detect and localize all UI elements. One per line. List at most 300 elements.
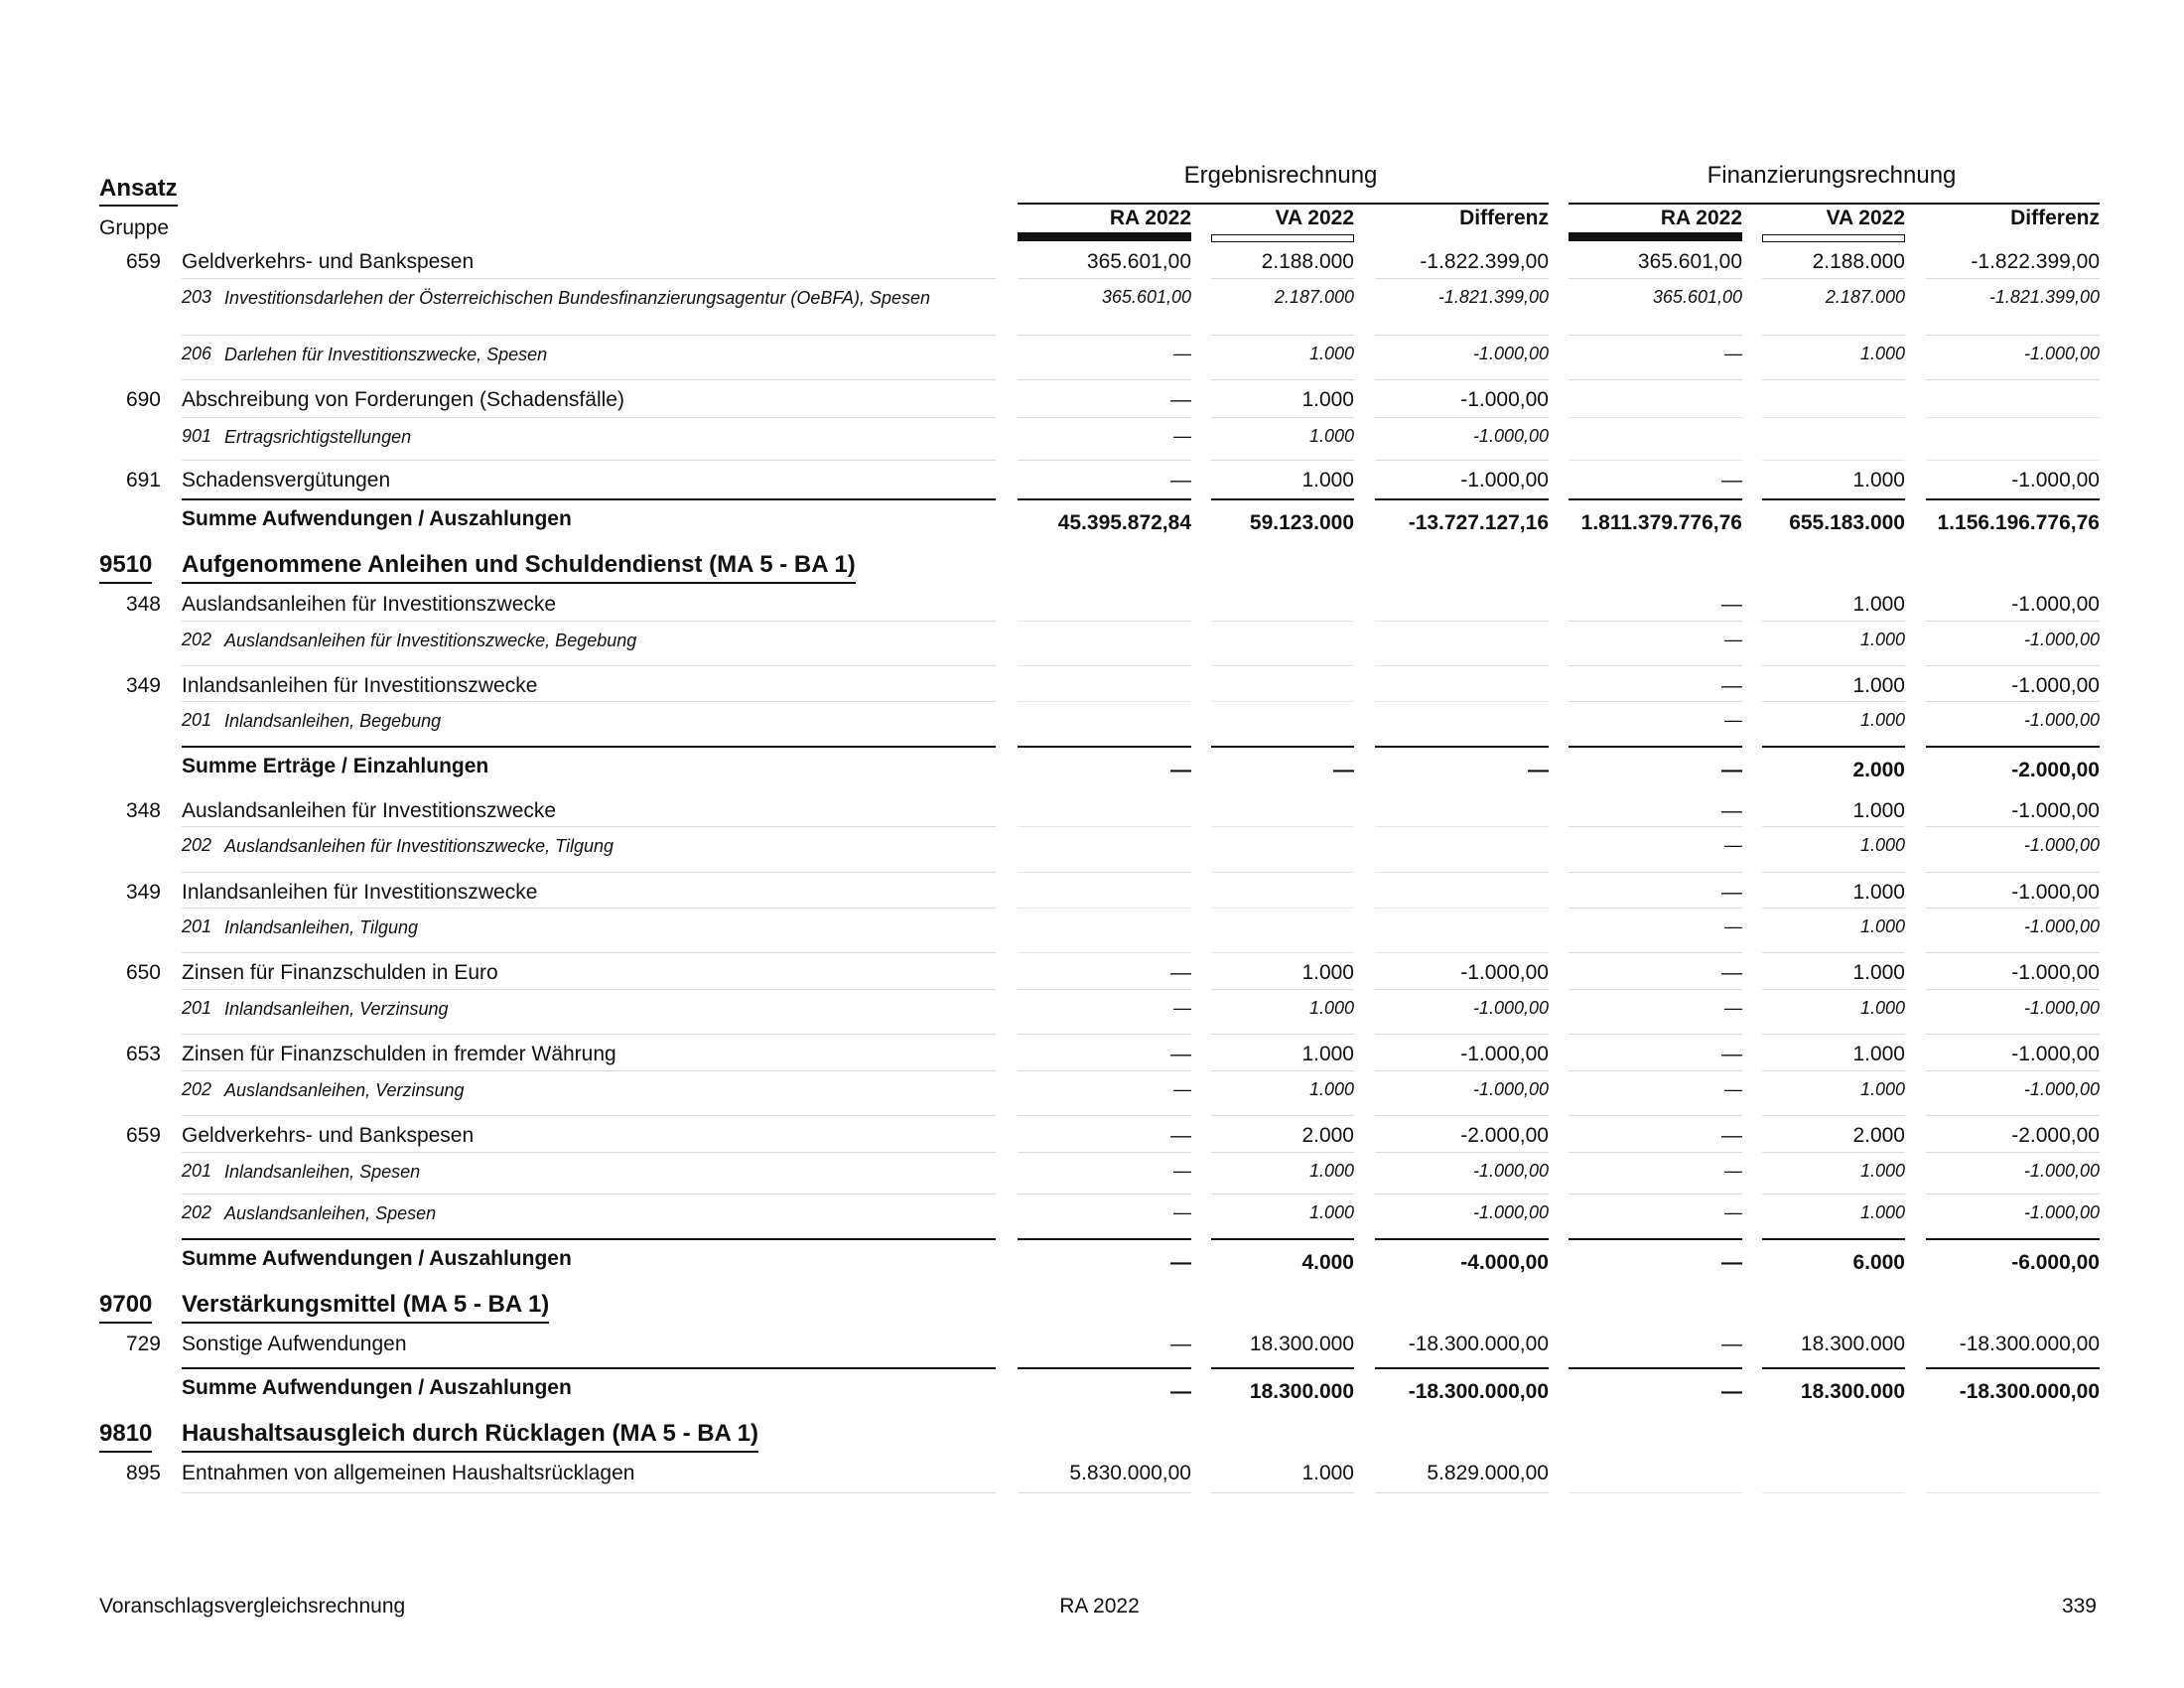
cell-separator bbox=[1211, 746, 1354, 748]
col-head-va-finanz: VA 2022 bbox=[1826, 207, 1905, 229]
cell-separator bbox=[1375, 665, 1549, 666]
row-separator bbox=[182, 989, 996, 990]
value-cell: — bbox=[1721, 799, 1742, 822]
value-cell: -1.821.399,00 bbox=[1437, 287, 1549, 307]
cell-separator bbox=[1018, 417, 1191, 418]
value-cell: 1.000 bbox=[1308, 426, 1354, 446]
gruppe-heading: Gruppe bbox=[99, 216, 170, 239]
cell-separator bbox=[1926, 621, 2100, 622]
ra-marker-bar bbox=[1569, 232, 1742, 241]
value-cell: 18.300.000 bbox=[1800, 1333, 1905, 1355]
value-cell: 365.601,00 bbox=[1652, 287, 1742, 307]
row-separator bbox=[182, 908, 996, 909]
account-label: Auslandsanleihen, Spesen bbox=[224, 1203, 437, 1223]
value-cell: 1.000 bbox=[1301, 388, 1354, 411]
cell-separator bbox=[1018, 908, 1191, 909]
cell-separator bbox=[1569, 665, 1742, 666]
value-cell: -1.000,00 bbox=[1472, 1161, 1549, 1181]
value-cell: — bbox=[1170, 1043, 1191, 1065]
account-code: 659 bbox=[125, 1124, 161, 1147]
account-label: Geldverkehrs- und Bankspesen bbox=[182, 1124, 475, 1147]
value-cell: -1.000,00 bbox=[1472, 426, 1549, 446]
value-cell: — bbox=[1173, 998, 1191, 1018]
col-head-diff-finanz: Differenz bbox=[2010, 207, 2100, 229]
cell-separator bbox=[1018, 826, 1191, 827]
cell-separator bbox=[1018, 621, 1191, 622]
cell-separator bbox=[1926, 278, 2100, 279]
cell-separator bbox=[1762, 1194, 1905, 1195]
cell-separator bbox=[1762, 1367, 1905, 1369]
value-cell: -1.000,00 bbox=[1472, 1202, 1549, 1222]
value-cell: 1.000 bbox=[1301, 1043, 1354, 1065]
account-code: 202 bbox=[182, 1202, 212, 1222]
cell-separator bbox=[1018, 460, 1191, 461]
account-code: 206 bbox=[182, 344, 212, 363]
cell-separator bbox=[1375, 1034, 1549, 1035]
cell-separator bbox=[1375, 826, 1549, 827]
row-separator bbox=[182, 746, 996, 748]
value-cell: -1.000,00 bbox=[2023, 1161, 2100, 1181]
cell-separator bbox=[1762, 379, 1905, 380]
account-code: 203 bbox=[182, 287, 212, 307]
ra-marker-bar bbox=[1018, 232, 1191, 241]
cell-separator bbox=[1211, 701, 1354, 702]
value-cell: — bbox=[1528, 759, 1549, 781]
value-cell: 1.000 bbox=[1859, 630, 1905, 649]
cell-separator bbox=[1018, 746, 1191, 748]
cell-separator bbox=[1569, 826, 1742, 827]
cell-separator bbox=[1762, 989, 1905, 990]
account-code: 201 bbox=[182, 998, 212, 1018]
cell-separator bbox=[1018, 379, 1191, 380]
finanz-rule bbox=[1569, 203, 2100, 205]
value-cell: — bbox=[1724, 710, 1742, 730]
value-cell: 1.000 bbox=[1859, 998, 1905, 1018]
value-cell: — bbox=[1721, 1380, 1742, 1403]
cell-separator bbox=[1762, 826, 1905, 827]
row-separator bbox=[182, 498, 996, 500]
row-separator bbox=[182, 1115, 996, 1116]
sum-label: Summe Aufwendungen / Auszahlungen bbox=[182, 507, 572, 530]
account-label: Inlandsanleihen, Verzinsung bbox=[224, 999, 449, 1019]
cell-separator bbox=[1569, 379, 1742, 380]
cell-separator bbox=[1375, 278, 1549, 279]
value-cell: -2.000,00 bbox=[2011, 1124, 2100, 1147]
value-cell: -4.000,00 bbox=[1460, 1251, 1549, 1274]
value-cell: — bbox=[1721, 1333, 1742, 1355]
va-marker-bar bbox=[1211, 234, 1354, 242]
value-cell: — bbox=[1170, 1124, 1191, 1147]
account-code: 690 bbox=[125, 388, 161, 411]
value-cell: — bbox=[1724, 998, 1742, 1018]
cell-separator bbox=[1926, 908, 2100, 909]
value-cell: 6.000 bbox=[1852, 1251, 1905, 1274]
account-code: 691 bbox=[125, 469, 161, 492]
cell-separator bbox=[1211, 952, 1354, 953]
value-cell: — bbox=[1173, 1202, 1191, 1222]
cell-separator bbox=[1926, 1152, 2100, 1153]
account-label: Auslandsanleihen, Verzinsung bbox=[224, 1080, 465, 1100]
cell-separator bbox=[1569, 621, 1742, 622]
cell-separator bbox=[1762, 1152, 1905, 1153]
row-separator bbox=[182, 335, 996, 336]
value-cell: 1.000 bbox=[1859, 1202, 1905, 1222]
value-cell: 18.300.000 bbox=[1800, 1380, 1905, 1403]
value-cell: — bbox=[1721, 469, 1742, 492]
value-cell: — bbox=[1721, 1124, 1742, 1147]
value-cell: — bbox=[1721, 593, 1742, 616]
account-label: Inlandsanleihen für Investitionszwecke bbox=[182, 881, 538, 904]
value-cell: — bbox=[1721, 1251, 1742, 1274]
account-code: 901 bbox=[182, 426, 212, 446]
value-cell: -1.822.399,00 bbox=[1420, 250, 1549, 273]
finanzierungsrechnung-title: Finanzierungsrechnung bbox=[1706, 162, 1957, 189]
row-separator bbox=[182, 952, 996, 953]
value-cell: — bbox=[1721, 961, 1742, 984]
value-cell: — bbox=[1721, 674, 1742, 697]
section-code: 9700 bbox=[99, 1291, 152, 1324]
value-cell: -1.000,00 bbox=[2023, 344, 2100, 363]
value-cell: — bbox=[1724, 630, 1742, 649]
cell-separator bbox=[1569, 498, 1742, 500]
cell-separator bbox=[1926, 417, 2100, 418]
cell-separator bbox=[1762, 621, 1905, 622]
cell-separator bbox=[1375, 1492, 1549, 1493]
value-cell: 1.156.196.776,76 bbox=[1937, 511, 2100, 534]
row-separator bbox=[182, 460, 996, 461]
cell-separator bbox=[1569, 335, 1742, 336]
value-cell: -1.000,00 bbox=[1472, 344, 1549, 363]
cell-separator bbox=[1926, 498, 2100, 500]
cell-separator bbox=[1569, 746, 1742, 748]
ansatz-heading: Ansatz bbox=[99, 175, 178, 207]
account-label: Schadensvergütungen bbox=[182, 469, 391, 492]
value-cell: 1.000 bbox=[1852, 961, 1905, 984]
value-cell: — bbox=[1170, 388, 1191, 411]
value-cell: — bbox=[1333, 759, 1354, 781]
cell-separator bbox=[1018, 1070, 1191, 1071]
value-cell: 1.000 bbox=[1308, 344, 1354, 363]
section-title: Aufgenommene Anleihen und Schuldendienst (MA 5 - BA 1) bbox=[182, 551, 856, 584]
cell-separator bbox=[1926, 872, 2100, 873]
cell-separator bbox=[1018, 989, 1191, 990]
cell-separator bbox=[1375, 621, 1549, 622]
section-title: Haushaltsausgleich durch Rücklagen (MA 5 - BA 1) bbox=[182, 1420, 758, 1453]
cell-separator bbox=[1018, 278, 1191, 279]
value-cell: 2.000 bbox=[1852, 1124, 1905, 1147]
cell-separator bbox=[1375, 989, 1549, 990]
cell-separator bbox=[1018, 1367, 1191, 1369]
cell-separator bbox=[1569, 1034, 1742, 1035]
account-label: Auslandsanleihen für Investitionszwecke bbox=[182, 799, 557, 822]
cell-separator bbox=[1211, 460, 1354, 461]
cell-separator bbox=[1926, 1115, 2100, 1116]
cell-separator bbox=[1375, 872, 1549, 873]
cell-separator bbox=[1569, 1152, 1742, 1153]
sum-label: Summe Erträge / Einzahlungen bbox=[182, 755, 489, 777]
cell-separator bbox=[1375, 460, 1549, 461]
cell-separator bbox=[1211, 1238, 1354, 1240]
account-code: 659 bbox=[125, 250, 161, 273]
value-cell: 45.395.872,84 bbox=[1057, 511, 1191, 534]
account-label: Zinsen für Finanzschulden in Euro bbox=[182, 961, 498, 984]
value-cell: 1.000 bbox=[1301, 469, 1354, 492]
account-code: 729 bbox=[125, 1333, 161, 1355]
value-cell: -1.000,00 bbox=[2023, 835, 2100, 855]
cell-separator bbox=[1211, 498, 1354, 500]
row-separator bbox=[182, 665, 996, 666]
value-cell: 365.601,00 bbox=[1086, 250, 1191, 273]
account-label: Sonstige Aufwendungen bbox=[182, 1333, 407, 1355]
cell-separator bbox=[1211, 872, 1354, 873]
value-cell: 1.000 bbox=[1859, 1161, 1905, 1181]
row-separator bbox=[182, 1152, 996, 1153]
value-cell: 1.000 bbox=[1308, 1202, 1354, 1222]
value-cell: -1.000,00 bbox=[1460, 469, 1549, 492]
account-label: Investitionsdarlehen der Österreichischen Bundesfinanzierungsagentur (OeBFA), Spesen bbox=[224, 288, 931, 308]
cell-separator bbox=[1926, 826, 2100, 827]
cell-separator bbox=[1375, 379, 1549, 380]
section-code: 9510 bbox=[99, 551, 152, 584]
cell-separator bbox=[1762, 335, 1905, 336]
value-cell: — bbox=[1724, 916, 1742, 936]
value-cell: -1.822.399,00 bbox=[1971, 250, 2100, 273]
value-cell: 1.000 bbox=[1852, 593, 1905, 616]
value-cell: 365.601,00 bbox=[1101, 287, 1191, 307]
value-cell: 1.000 bbox=[1852, 1043, 1905, 1065]
value-cell: 2.000 bbox=[1301, 1124, 1354, 1147]
cell-separator bbox=[1926, 1034, 2100, 1035]
value-cell: 1.000 bbox=[1852, 469, 1905, 492]
cell-separator bbox=[1569, 460, 1742, 461]
value-cell: 2.187.000 bbox=[1825, 287, 1905, 307]
value-cell: 1.811.379.776,76 bbox=[1580, 511, 1742, 534]
row-separator bbox=[182, 278, 996, 279]
cell-separator bbox=[1762, 908, 1905, 909]
account-label: Entnahmen von allgemeinen Haushaltsrücklagen bbox=[182, 1462, 635, 1484]
value-cell: 5.829.000,00 bbox=[1427, 1462, 1549, 1484]
cell-separator bbox=[1926, 379, 2100, 380]
value-cell: -1.000,00 bbox=[2023, 916, 2100, 936]
row-separator bbox=[182, 379, 996, 380]
cell-separator bbox=[1569, 952, 1742, 953]
value-cell: 1.000 bbox=[1859, 916, 1905, 936]
account-code: 653 bbox=[125, 1043, 161, 1065]
value-cell: — bbox=[1173, 344, 1191, 363]
cell-separator bbox=[1762, 665, 1905, 666]
cell-separator bbox=[1926, 460, 2100, 461]
value-cell: -18.300.000,00 bbox=[1408, 1333, 1549, 1355]
cell-separator bbox=[1375, 1115, 1549, 1116]
account-code: 895 bbox=[125, 1462, 161, 1484]
cell-separator bbox=[1018, 1115, 1191, 1116]
cell-separator bbox=[1018, 335, 1191, 336]
value-cell: 365.601,00 bbox=[1637, 250, 1742, 273]
cell-separator bbox=[1569, 417, 1742, 418]
cell-separator bbox=[1926, 1492, 2100, 1493]
cell-separator bbox=[1211, 1367, 1354, 1369]
cell-separator bbox=[1211, 379, 1354, 380]
account-code: 201 bbox=[182, 916, 212, 936]
cell-separator bbox=[1926, 952, 2100, 953]
cell-separator bbox=[1569, 1070, 1742, 1071]
account-code: 650 bbox=[125, 961, 161, 984]
cell-separator bbox=[1375, 417, 1549, 418]
cell-separator bbox=[1018, 665, 1191, 666]
account-code: 202 bbox=[182, 1079, 212, 1099]
value-cell: 59.123.000 bbox=[1249, 511, 1354, 534]
cell-separator bbox=[1569, 1238, 1742, 1240]
account-label: Auslandsanleihen für Investitionszwecke, Tilgung bbox=[224, 836, 614, 856]
account-label: Auslandsanleihen für Investitionszwecke bbox=[182, 593, 557, 616]
cell-separator bbox=[1211, 1034, 1354, 1035]
value-cell: -1.000,00 bbox=[2011, 961, 2100, 984]
value-cell: 1.000 bbox=[1859, 344, 1905, 363]
cell-separator bbox=[1569, 1194, 1742, 1195]
cell-separator bbox=[1762, 1070, 1905, 1071]
cell-separator bbox=[1018, 1238, 1191, 1240]
account-label: Auslandsanleihen für Investitionszwecke, Begebung bbox=[224, 631, 637, 650]
section-code: 9810 bbox=[99, 1420, 152, 1453]
account-code: 348 bbox=[125, 593, 161, 616]
ergebnisrechnung-title: Ergebnisrechnung bbox=[1183, 162, 1378, 189]
col-head-diff-ergebnis: Differenz bbox=[1459, 207, 1549, 229]
value-cell: 1.000 bbox=[1852, 881, 1905, 904]
cell-separator bbox=[1569, 1492, 1742, 1493]
cell-separator bbox=[1375, 1152, 1549, 1153]
cell-separator bbox=[1762, 1238, 1905, 1240]
value-cell: 2.188.000 bbox=[1261, 250, 1354, 273]
value-cell: -2.000,00 bbox=[2011, 759, 2100, 781]
cell-separator bbox=[1211, 908, 1354, 909]
value-cell: 1.000 bbox=[1308, 1161, 1354, 1181]
cell-separator bbox=[1211, 1492, 1354, 1493]
cell-separator bbox=[1926, 746, 2100, 748]
cell-separator bbox=[1762, 1115, 1905, 1116]
cell-separator bbox=[1375, 1194, 1549, 1195]
row-separator bbox=[182, 1238, 996, 1240]
cell-separator bbox=[1211, 665, 1354, 666]
value-cell: — bbox=[1173, 1079, 1191, 1099]
value-cell: 1.000 bbox=[1859, 835, 1905, 855]
value-cell: — bbox=[1170, 1333, 1191, 1355]
cell-separator bbox=[1211, 989, 1354, 990]
value-cell: -1.000,00 bbox=[2023, 1079, 2100, 1099]
cell-separator bbox=[1375, 701, 1549, 702]
cell-separator bbox=[1211, 1194, 1354, 1195]
cell-separator bbox=[1926, 1070, 2100, 1071]
value-cell: — bbox=[1170, 759, 1191, 781]
cell-separator bbox=[1018, 952, 1191, 953]
footer-title: Voranschlagsvergleichsrechnung bbox=[99, 1595, 406, 1618]
cell-separator bbox=[1018, 1152, 1191, 1153]
cell-separator bbox=[1018, 1194, 1191, 1195]
cell-separator bbox=[1375, 1238, 1549, 1240]
cell-separator bbox=[1762, 746, 1905, 748]
cell-separator bbox=[1211, 826, 1354, 827]
footer-year: RA 2022 bbox=[1059, 1595, 1140, 1618]
cell-separator bbox=[1926, 1238, 2100, 1240]
value-cell: — bbox=[1170, 1380, 1191, 1403]
cell-separator bbox=[1926, 335, 2100, 336]
cell-separator bbox=[1018, 1492, 1191, 1493]
value-cell: 5.830.000,00 bbox=[1069, 1462, 1191, 1484]
value-cell: -1.000,00 bbox=[1460, 388, 1549, 411]
row-separator bbox=[182, 701, 996, 702]
row-separator bbox=[182, 621, 996, 622]
cell-separator bbox=[1375, 952, 1549, 953]
value-cell: -1.000,00 bbox=[2011, 593, 2100, 616]
row-separator bbox=[182, 1070, 996, 1071]
cell-separator bbox=[1211, 1070, 1354, 1071]
value-cell: — bbox=[1173, 426, 1191, 446]
value-cell: — bbox=[1170, 1251, 1191, 1274]
cell-separator bbox=[1211, 1115, 1354, 1116]
account-code: 201 bbox=[182, 710, 212, 730]
value-cell: -1.000,00 bbox=[2011, 469, 2100, 492]
value-cell: 1.000 bbox=[1859, 710, 1905, 730]
row-separator bbox=[182, 872, 996, 873]
value-cell: -6.000,00 bbox=[2011, 1251, 2100, 1274]
sum-label: Summe Aufwendungen / Auszahlungen bbox=[182, 1376, 572, 1399]
value-cell: — bbox=[1173, 1161, 1191, 1181]
value-cell: 1.000 bbox=[1859, 1079, 1905, 1099]
ergebnis-rule bbox=[1018, 203, 1549, 205]
value-cell: — bbox=[1721, 1043, 1742, 1065]
value-cell: — bbox=[1170, 469, 1191, 492]
value-cell: -1.000,00 bbox=[2011, 881, 2100, 904]
value-cell: 1.000 bbox=[1308, 1079, 1354, 1099]
col-head-ra-finanz: RA 2022 bbox=[1660, 207, 1742, 229]
page-number: 339 bbox=[2061, 1595, 2097, 1618]
account-code: 349 bbox=[125, 674, 161, 697]
cell-separator bbox=[1926, 665, 2100, 666]
value-cell: 1.000 bbox=[1852, 799, 1905, 822]
cell-separator bbox=[1018, 498, 1191, 500]
cell-separator bbox=[1762, 417, 1905, 418]
value-cell: -1.000,00 bbox=[1472, 998, 1549, 1018]
col-head-va-ergebnis: VA 2022 bbox=[1275, 207, 1354, 229]
row-separator bbox=[182, 1492, 996, 1493]
value-cell: — bbox=[1724, 835, 1742, 855]
value-cell: — bbox=[1724, 1202, 1742, 1222]
value-cell: 2.188.000 bbox=[1812, 250, 1905, 273]
cell-separator bbox=[1926, 989, 2100, 990]
cell-separator bbox=[1375, 1070, 1549, 1071]
cell-separator bbox=[1762, 872, 1905, 873]
cell-separator bbox=[1018, 872, 1191, 873]
value-cell: 2.187.000 bbox=[1274, 287, 1354, 307]
cell-separator bbox=[1211, 621, 1354, 622]
value-cell: 2.000 bbox=[1852, 759, 1905, 781]
account-label: Inlandsanleihen, Tilgung bbox=[224, 917, 418, 937]
value-cell: -1.000,00 bbox=[1472, 1079, 1549, 1099]
cell-separator bbox=[1762, 460, 1905, 461]
value-cell: -1.000,00 bbox=[2011, 1043, 2100, 1065]
cell-separator bbox=[1018, 701, 1191, 702]
account-label: Inlandsanleihen für Investitionszwecke bbox=[182, 674, 538, 697]
account-label: Inlandsanleihen, Spesen bbox=[224, 1162, 421, 1182]
value-cell: -1.000,00 bbox=[1460, 961, 1549, 984]
cell-separator bbox=[1762, 278, 1905, 279]
row-separator bbox=[182, 1367, 996, 1369]
cell-separator bbox=[1375, 908, 1549, 909]
value-cell: 1.000 bbox=[1852, 674, 1905, 697]
cell-separator bbox=[1762, 498, 1905, 500]
account-label: Inlandsanleihen, Begebung bbox=[224, 711, 442, 731]
cell-separator bbox=[1211, 417, 1354, 418]
value-cell: 18.300.000 bbox=[1249, 1380, 1354, 1403]
